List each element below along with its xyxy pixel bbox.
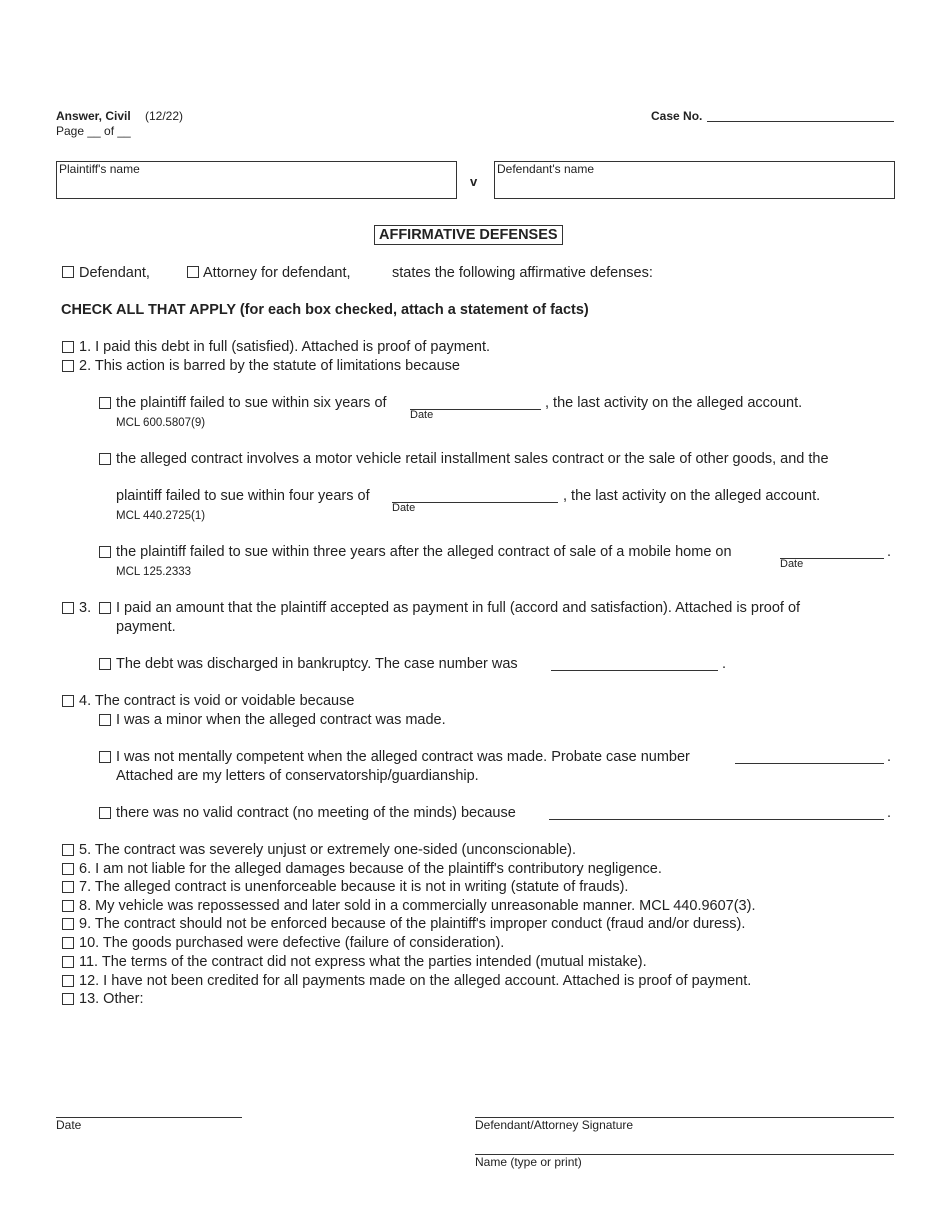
defense-4a-checkbox[interactable] — [99, 714, 111, 726]
defense-5-checkbox[interactable] — [62, 844, 74, 856]
defense-3a-checkbox[interactable] — [99, 602, 111, 614]
defense-3b-text-end: . — [722, 656, 727, 672]
defense-4c-text: there was no valid contract (no meeting of the minds) because — [116, 805, 516, 821]
defendant-checkbox[interactable] — [62, 266, 74, 278]
defense-2a-checkbox[interactable] — [99, 397, 111, 409]
defense-2a-text: the plaintiff failed to sue within six years of — [116, 395, 387, 411]
plaintiff-name-field[interactable] — [56, 161, 457, 199]
defense-2a-mcl: MCL 600.5807(9) — [116, 417, 206, 429]
defense-8-checkbox[interactable] — [62, 900, 74, 912]
defense-2-text: 2. This action is barred by the statute of limitations because — [79, 358, 460, 374]
case-no-field[interactable] — [707, 121, 894, 122]
page-number: Page __ of __ — [56, 124, 131, 138]
defense-12-checkbox[interactable] — [62, 975, 74, 987]
defense-2b-date-label: Date — [392, 502, 416, 514]
signature-date-field[interactable] — [56, 1117, 242, 1118]
defense-9-checkbox[interactable] — [62, 918, 74, 930]
defense-11-checkbox[interactable] — [62, 956, 74, 968]
defense-4a-text: I was a minor when the alleged contract was made. — [116, 712, 446, 728]
defense-13-text: 13. Other: — [79, 991, 144, 1007]
plaintiff-name-label: Plaintiff's name — [59, 162, 140, 176]
defense-8-text: 8. My vehicle was repossessed and later sold in a commercially unreasonable manner. MCL 440.9607(3). — [79, 898, 756, 914]
section-title: AFFIRMATIVE DEFENSES — [374, 225, 563, 245]
defense-4c-checkbox[interactable] — [99, 807, 111, 819]
defense-2b-checkbox[interactable] — [99, 453, 111, 465]
defense-4-text: 4. The contract is void or voidable because — [79, 693, 355, 709]
defendant-name-field[interactable] — [494, 161, 895, 199]
defense-6-text: 6. I am not liable for the alleged damages because of the plaintiff's contributory negligence. — [79, 861, 662, 877]
defense-4c-text-end: . — [887, 805, 892, 821]
defense-2c-text: the plaintiff failed to sue within three years after the alleged contract of sale of a mobile home on — [116, 544, 732, 560]
signature-label: Defendant/Attorney Signature — [475, 1118, 634, 1132]
attorney-label: Attorney for defendant, — [203, 265, 351, 281]
defense-9-text: 9. The contract should not be enforced because of the plaintiff's improper conduct (fraud and/or duress). — [79, 916, 746, 932]
defense-4-checkbox[interactable] — [62, 695, 74, 707]
probate-case-number-field[interactable] — [735, 763, 884, 764]
defendant-name-label: Defendant's name — [497, 162, 595, 176]
defense-2b-date-field[interactable] — [392, 502, 558, 503]
defense-2b-text-end: , the last activity on the alleged account. — [563, 488, 821, 504]
check-all-instruction: CHECK ALL THAT APPLY (for each box checked, attach a statement of facts) — [61, 302, 589, 318]
no-valid-contract-reason-field[interactable] — [549, 819, 884, 820]
defense-2b-text-line1: the alleged contract involves a motor vehicle retail installment sales contract or the sale of other goods, and the — [116, 451, 829, 467]
defense-4b-checkbox[interactable] — [99, 751, 111, 763]
defense-3-number: 3. — [79, 600, 92, 616]
defense-13-checkbox[interactable] — [62, 993, 74, 1005]
signature-date-label: Date — [56, 1118, 82, 1132]
defense-7-checkbox[interactable] — [62, 881, 74, 893]
defendant-label: Defendant, — [79, 265, 150, 281]
defense-4b-text-line2: Attached are my letters of conservatorship/guardianship. — [116, 768, 479, 784]
form-date: (12/22) — [145, 109, 184, 123]
defense-3a-text-line1: I paid an amount that the plaintiff accepted as payment in full (accord and satisfaction). Attached is proof of — [116, 600, 801, 616]
defense-2a-text-end: , the last activity on the alleged account. — [545, 395, 803, 411]
defense-2b-mcl: MCL 440.2725(1) — [116, 510, 206, 522]
defense-3-checkbox[interactable] — [62, 602, 74, 614]
defense-3a-text-line2: payment. — [116, 619, 176, 635]
defense-2b-text-line2: plaintiff failed to sue within four years of — [116, 488, 370, 504]
attorney-checkbox[interactable] — [187, 266, 199, 278]
defense-7-text: 7. The alleged contract is unenforceable because it is not in writing (statute of frauds). — [79, 879, 629, 895]
defense-3b-text: The debt was discharged in bankruptcy. The case number was — [116, 656, 518, 672]
defense-2c-checkbox[interactable] — [99, 546, 111, 558]
defense-2a-date-label: Date — [410, 409, 434, 421]
defense-1-checkbox[interactable] — [62, 341, 74, 353]
printed-name-label: Name (type or print) — [475, 1155, 582, 1169]
defense-3b-checkbox[interactable] — [99, 658, 111, 670]
defense-10-text: 10. The goods purchased were defective (failure of consideration). — [79, 935, 505, 951]
defense-1-text: 1. I paid this debt in full (satisfied). Attached is proof of payment. — [79, 339, 491, 355]
defense-2c-text-end: . — [887, 544, 892, 560]
defense-2c-date-label: Date — [780, 558, 804, 570]
defense-2-checkbox[interactable] — [62, 360, 74, 372]
case-no-label: Case No. — [651, 109, 703, 123]
defense-11-text: 11. The terms of the contract did not express what the parties intended (mutual mistake). — [79, 954, 647, 970]
defense-2c-mcl: MCL 125.2333 — [116, 566, 192, 578]
versus-label: v — [470, 174, 478, 189]
defense-4b-text: I was not mentally competent when the alleged contract was made. Probate case number — [116, 749, 690, 765]
defense-10-checkbox[interactable] — [62, 937, 74, 949]
defense-6-checkbox[interactable] — [62, 863, 74, 875]
defense-4b-text-end: . — [887, 749, 892, 765]
bankruptcy-case-number-field[interactable] — [551, 670, 718, 671]
intro-statement: states the following affirmative defenses: — [392, 265, 653, 281]
form-title: Answer, Civil — [56, 109, 131, 123]
defense-5-text: 5. The contract was severely unjust or extremely one-sided (unconscionable). — [79, 842, 577, 858]
defense-12-text: 12. I have not been credited for all payments made on the alleged account. Attached is proof of payment. — [79, 973, 752, 989]
